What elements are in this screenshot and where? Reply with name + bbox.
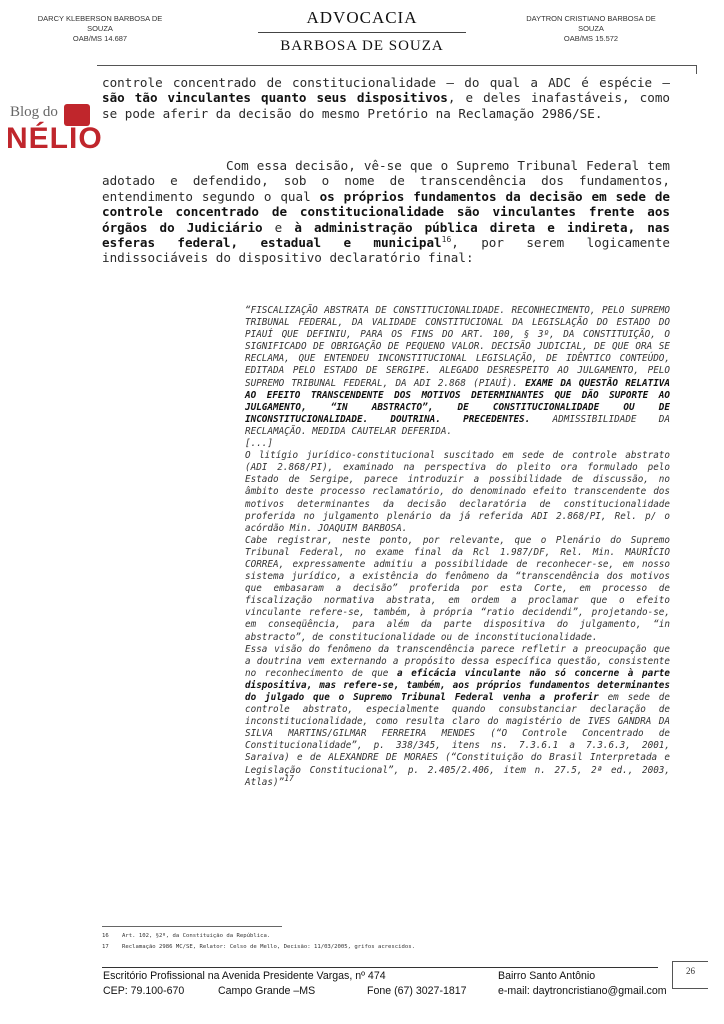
quote-ellipsis: [...] — [245, 438, 273, 450]
letterhead-title — [242, 8, 482, 55]
footer-phone: Fone (67) 3027-1817 — [367, 985, 467, 997]
p1-text-c: , e deles inafastáveis, como se pode aferir da decisão do mesmo Pretório na Reclamação 2986/SE. — [102, 90, 670, 121]
page-number: 26 — [686, 966, 695, 976]
footer-cep: CEP: 79.100-670 — [103, 985, 185, 997]
left-lawyer-name: DARCY KLEBERSON BARBOSA DE SOUZA — [37, 14, 163, 33]
right-lawyer-name: DAYTRON CRISTIANO BARBOSA DE SOUZA — [526, 14, 656, 33]
header-left-lawyer — [30, 14, 170, 44]
p1-text-a: controle concentrado de constitucionalidade — do qual a ADC é espécie — — [102, 75, 670, 90]
footer-rule — [102, 967, 658, 968]
footer-email[interactable]: e-mail: daytroncristiano@gmail.com — [498, 985, 667, 997]
logo-name-text: NÉLIO — [6, 122, 103, 155]
block-quote — [245, 305, 670, 789]
quote-para-1 — [245, 305, 670, 438]
quote-4-bold: a eficácia vinculante não só concerne à parte dispositiva, mas refere-se, também, aos próprios fundamentos determinantes do julgado que o Supremo Tribunal Federal venha a proferir — [245, 667, 670, 703]
quote-para-3: Cabe registrar, neste ponto, por relevante, que o Plenário do Supremo Tribunal Federal, no exame final da Rcl 1.987/DF, Rel. Min. MAURÍCIO CORREA, expressamente admitiu a possibilidade de reconhecer-se, em nosso sistema jurídico, a existência do fenômeno da “transcendência dos motivos que embasaram a decisão” proferida por esta Corte, em processo de fiscalização normativa abstrata, em ordem a proclamar que o efeito vinculante refere-se, também, à própria “ratio decidendi”, projetando-se, em conseqüência, para além da parte dispositiva do julgamento, “in abstracto”, de constitucionalidade ou de inconstitucionalidade. — [245, 534, 670, 643]
quote-1-bold: EXAME DA QUESTÃO RELATIVA AO EFEITO TRANSCENDENTE DOS MOTIVOS DETERMINANTES QUE DÃO SUPORTE AO JULGAMENTO, “IN ABSTRACTO”, DE CONSTITUCIONALIDADE OU DE INCONSTITUCIONALIDADE. DOUTRINA. PRECEDENTES. — [245, 377, 670, 425]
letterhead-line1: ADVOCACIA — [306, 8, 418, 27]
right-lawyer-oab: OAB/MS 15.572 — [563, 34, 619, 43]
footer-address: Escritório Profissional na Avenida Presidente Vargas, nº 474 — [103, 970, 386, 982]
header-right-lawyer — [516, 14, 666, 44]
p1-bold: são tão vinculantes quanto seus dispositivos — [102, 90, 448, 106]
header-separator — [97, 65, 697, 74]
letterhead-rule — [258, 32, 466, 33]
p2-text-e: , por serem logicamente indissociáveis do dispositivo declaratório final: — [102, 235, 670, 266]
footer-district: Bairro Santo Antônio — [498, 970, 596, 982]
quote-4-tail: em sede de controle abstrato, especialmente quando consubstanciar declaração de inconstitucionalidade, como resulta claro do magistério de IVES GANDRA DA SILVA MARTINS/GILMAR FERREIRA MENDES (“O Controle Concentrado de Constitucionalidade”, p. 338/345, itens ns. 7.3.6.1 a 7.3.6.3, 2001, Saraiva) e de ALEXANDRE DE MORAES (“Constituição do Brasil Interpretada e Legislação Constitucional”, p. 2.405/2.406, item n. 27.5, 2ª ed., 2003, Atlas)” — [245, 692, 670, 788]
footnote-ref-16[interactable]: 16 — [441, 234, 452, 244]
paragraph-1 — [102, 75, 670, 121]
quote-4-text: Essa visão do fenômeno da transcendência parece refletir a preocupação que a doutrina vem externando a propósito dessa específica questão, consistente no reconhecimento de que — [245, 643, 670, 679]
letterhead-line2: BARBOSA DE SOUZA — [280, 38, 444, 54]
p2-bold-2: à administração pública direta e indireta, nas esferas federal, estadual e municipal — [102, 219, 670, 251]
quote-1-tail: ADMISSIBILIDADE DA RECLAMAÇÃO. MEDIDA CAUTELAR DEFERIDA. — [245, 413, 670, 437]
quote-para-2: O litígio jurídico-constitucional suscitado em sede de controle abstrato (ADI 2.868/PI), examinado na perspectiva do pleito ora formulado pelo Estado de Sergipe, parece introduzir a possibilidade de discussão, no âmbito deste processo reclamatório, do denominado efeito transcendente dos motivos determinantes da decisão declaratória de constitucionalidade proferida no julgamento plenário da já referida ADI 2.868/PI, Rel. p/ o acórdão Min. JOAQUIM BARBOSA. — [245, 450, 670, 534]
footnote-number: 16 — [102, 933, 109, 939]
footer-city: Campo Grande –MS — [218, 985, 316, 997]
quote-para-4 — [245, 644, 670, 789]
blog-watermark-logo — [6, 104, 103, 162]
footnote-ref-17[interactable]: 17 — [284, 773, 294, 783]
paragraph-2 — [102, 158, 670, 266]
quote-1-text: “FISCALIZAÇÃO ABSTRATA DE CONSTITUCIONALIDADE. RECONHECIMENTO, PELO SUPREMO TRIBUNAL FEDERAL, DA VALIDADE CONSTITUCIONAL DA LEGISLAÇÃO DO ESTADO DO PIAUÍ QUE DEFINIU, PARA OS FINS DO ART. 100, § 3º, DA CONSTITUIÇÃO, O SIGNIFICADO DE OBRIGAÇÃO DE PEQUENO VALOR. DECISÃO JUDICIAL, DE QUE ORA SE RECLAMA, QUE ENTENDEU INCONSTITUCIONAL LEGISLAÇÃO, DE IDÊNTICO CONTEÚDO, EDITADA PELO ESTADO DE SERGIPE. ALEGADO DESRESPEITO AO JULGAMENTO, PELO SUPREMO TRIBUNAL FEDERAL, DA ADI 2.868 (PIAUÍ). — [245, 305, 670, 389]
p2-bold-1: os próprios fundamentos da decisão em sede de controle concentrado de constitucionalidade são vinculantes frente aos órgãos do Judiciário — [102, 188, 670, 235]
footnote-17 — [102, 943, 415, 951]
logo-blog-text: Blog do — [10, 104, 58, 120]
p2-text-a: Com essa decisão, vê-se que o Supremo Tribunal Federal tem adotado e defendido, sob o nome de transcendência dos fundamentos, entendimento segundo o qual — [102, 158, 670, 204]
footnote-separator — [102, 926, 282, 927]
footnote-text: Art. 102, §2º, da Constituição da República. — [122, 933, 271, 939]
footnote-number: 17 — [102, 944, 109, 950]
p2-text-c: e — [262, 219, 295, 235]
footnote-16 — [102, 932, 270, 940]
footnote-text: Reclamação 2986 MC/SE, Relator: Celso de Mello, Decisão: 11/03/2005, grifos acrescidos. — [122, 944, 415, 950]
left-lawyer-oab: OAB/MS 14.687 — [72, 34, 128, 43]
